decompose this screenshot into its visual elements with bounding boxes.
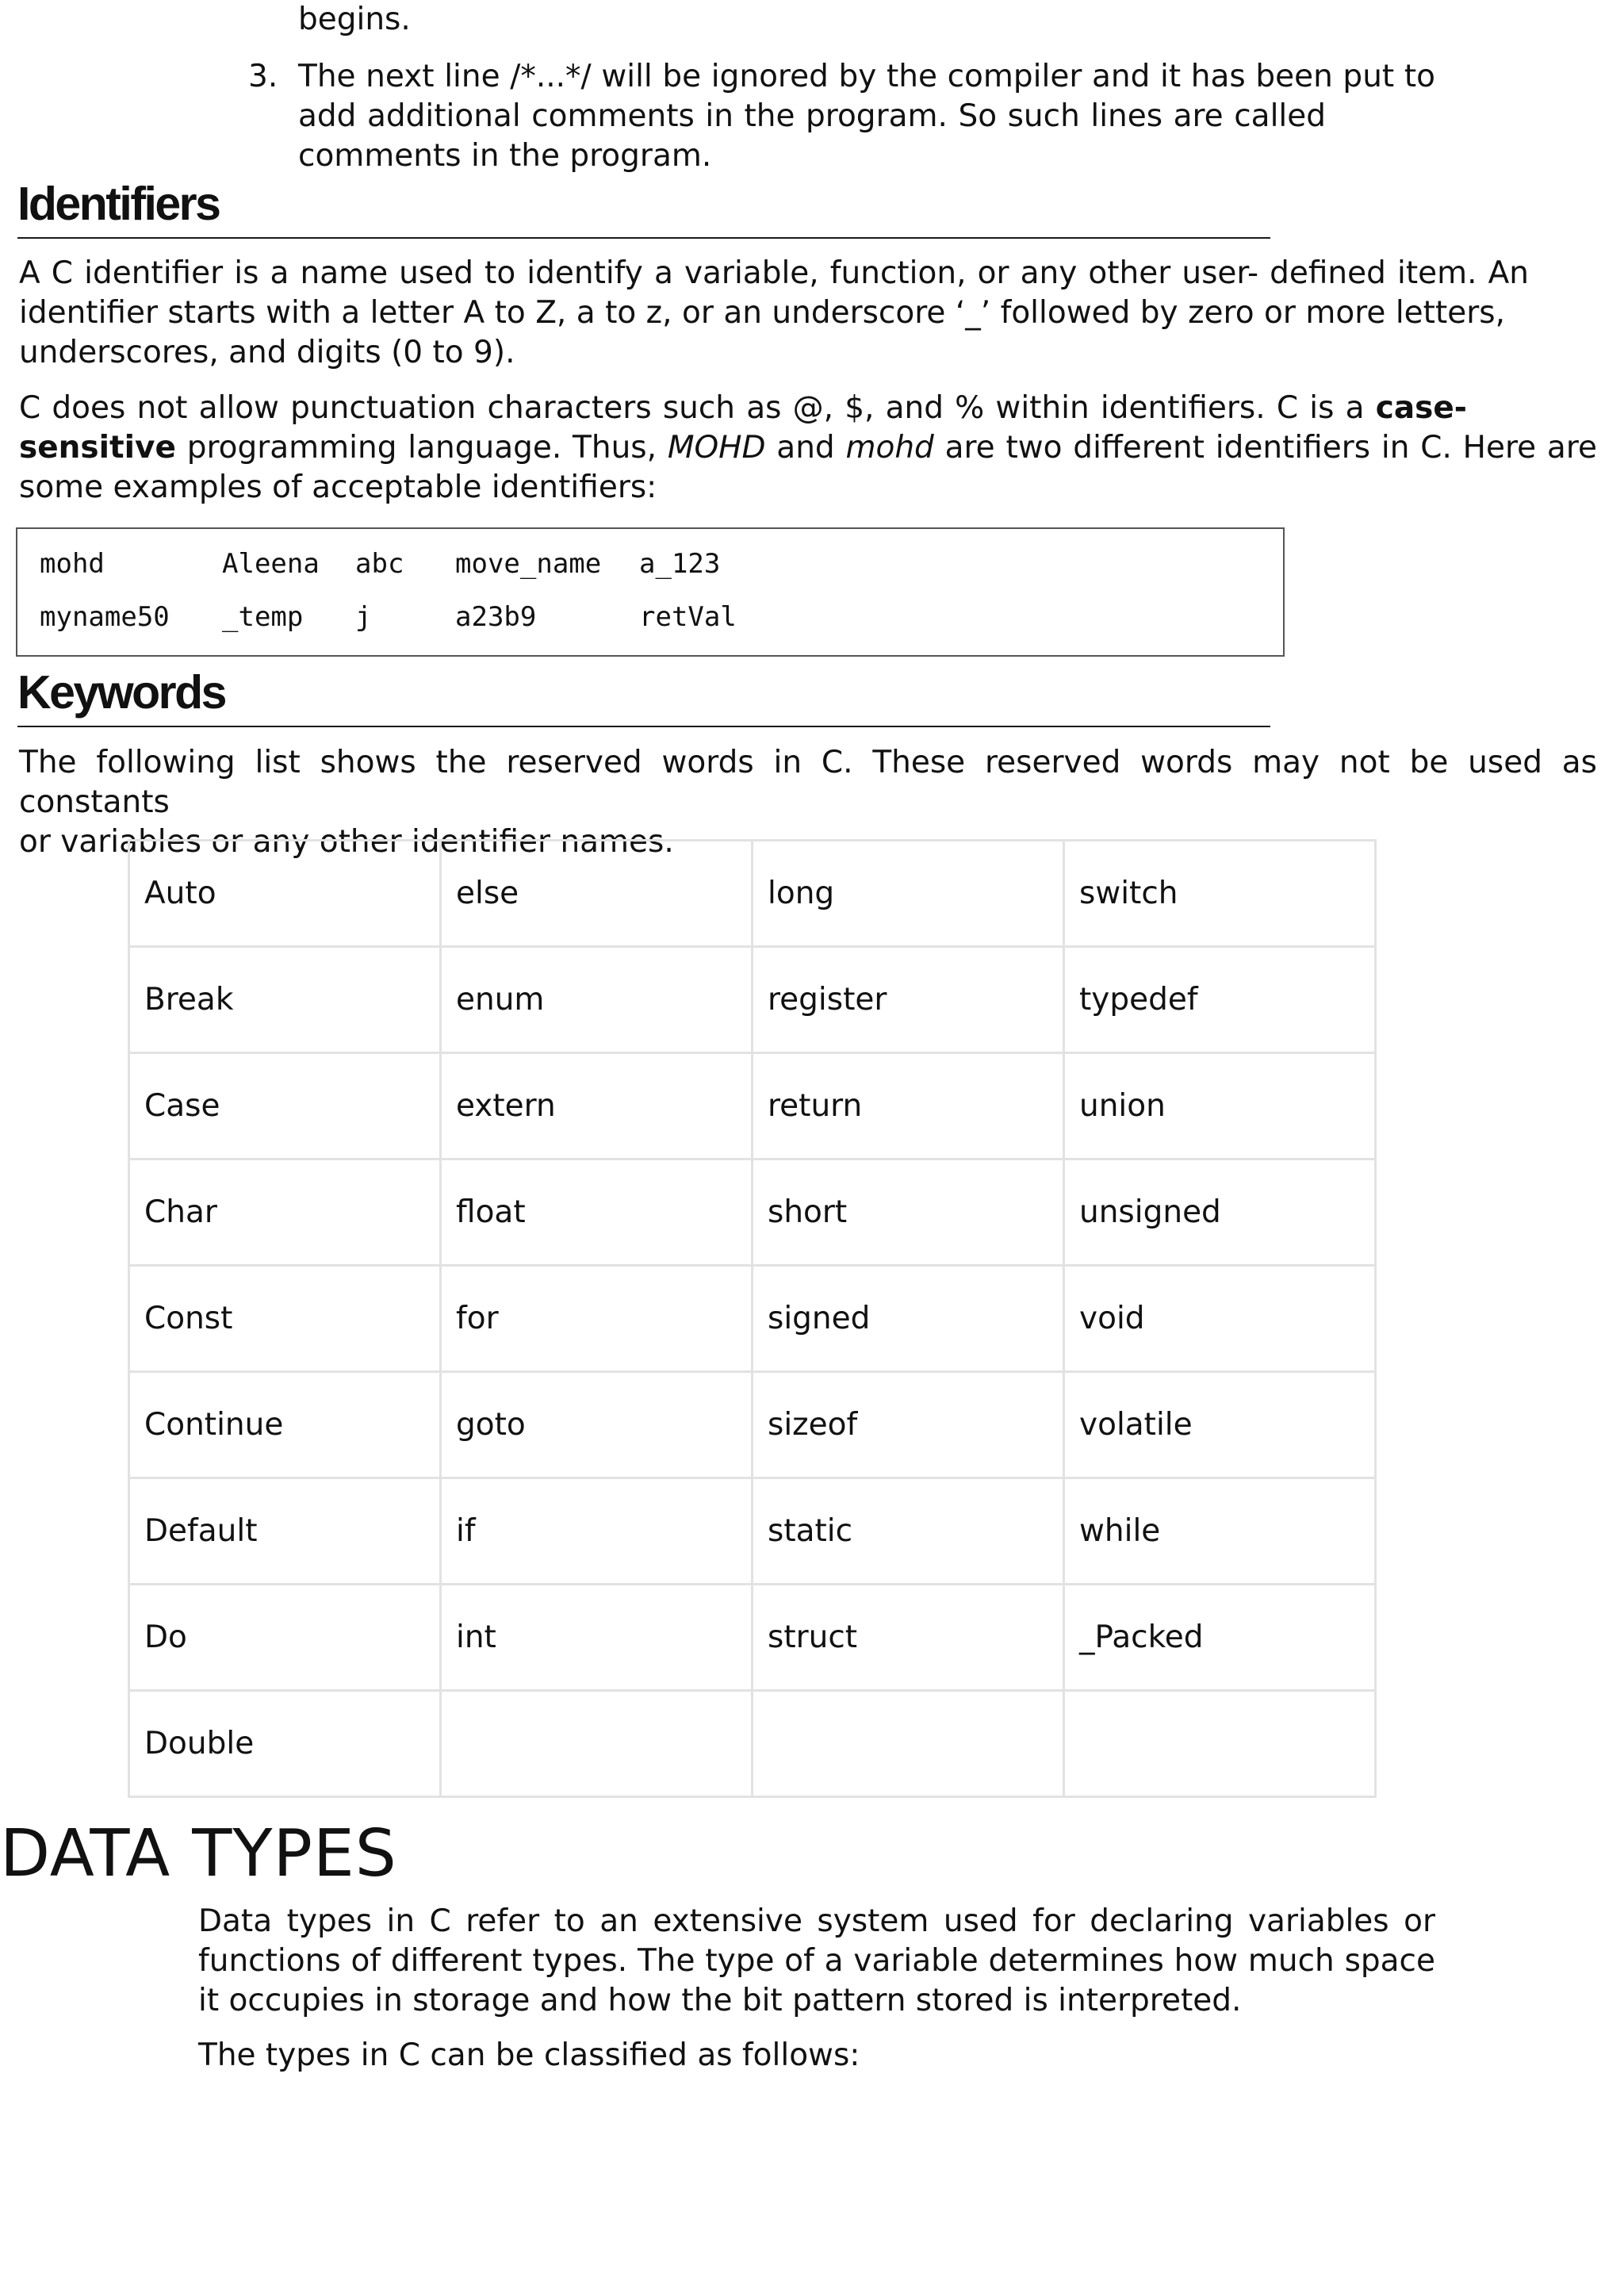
- table-cell: sizeof: [753, 1372, 1064, 1478]
- section-heading-identifiers: Identifiers: [17, 178, 220, 230]
- example-identifier: move_name: [455, 548, 602, 580]
- paragraph-line: it occupies in storage and how the bit pattern stored is interpreted.: [198, 1983, 1242, 2018]
- table-cell: volatile: [1064, 1372, 1376, 1478]
- table-cell: switch: [1064, 841, 1376, 947]
- table-cell: if: [441, 1478, 753, 1585]
- example-identifier: Aleena: [222, 548, 320, 580]
- table-cell: extern: [441, 1053, 753, 1159]
- table-cell: Continue: [129, 1372, 441, 1478]
- table-row: [129, 1585, 1376, 1691]
- table-cell: unsigned: [1064, 1159, 1376, 1266]
- table-cell: void: [1064, 1266, 1376, 1372]
- table-cell: register: [753, 947, 1064, 1053]
- emphasis-italic: mohd: [845, 430, 934, 466]
- example-identifier: myname50: [40, 601, 170, 633]
- table-cell: _Packed: [1064, 1585, 1376, 1691]
- list-item-line: The next line /*...*/ will be ignored by the compiler and it has been put to: [298, 59, 1435, 94]
- table-cell: static: [753, 1478, 1064, 1585]
- list-item-number: 3.: [248, 59, 278, 94]
- table-cell: [1064, 1691, 1376, 1797]
- table-cell: [441, 1691, 753, 1797]
- data-types-paragraph-2: The types in C can be classified as follows:: [198, 2037, 860, 2073]
- paragraph-text: are two different identifiers in C. Here are: [933, 430, 1597, 466]
- heading-rule: [17, 726, 1270, 727]
- example-identifier: j: [355, 601, 372, 633]
- emphasis-bold: case-: [1375, 390, 1467, 426]
- paragraph-line: A C identifier is a name used to identify a variable, function, or any other user- defined item. An: [19, 255, 1529, 291]
- table-cell: long: [753, 841, 1064, 947]
- identifier-examples-box: [16, 527, 1285, 657]
- table-cell: Const: [129, 1266, 441, 1372]
- table-cell: Auto: [129, 841, 441, 947]
- list-continuation-text: begins.: [298, 2, 411, 37]
- paragraph-line: identifier starts with a letter A to Z, a to z, or an underscore ‘_’ followed by zero or more letters,: [19, 295, 1505, 331]
- table-cell: Do: [129, 1585, 441, 1691]
- example-identifier: a23b9: [455, 601, 537, 633]
- heading-rule: [17, 237, 1270, 239]
- table-cell: return: [753, 1053, 1064, 1159]
- identifiers-paragraph-2: [19, 389, 1597, 508]
- emphasis-bold: sensitive: [19, 430, 176, 466]
- table-cell: short: [753, 1159, 1064, 1266]
- paragraph-text: programming language. Thus,: [175, 430, 668, 466]
- paragraph-text: C does not allow punctuation characters such as @, $, and % within identifiers. C is a: [19, 390, 1376, 426]
- table-cell: union: [1064, 1053, 1376, 1159]
- paragraph-text: and: [765, 430, 846, 466]
- table-row: [129, 1159, 1376, 1266]
- keywords-table: [128, 839, 1377, 1798]
- table-row: [129, 947, 1376, 1053]
- section-heading-data-types: DATA TYPES: [0, 1816, 397, 1892]
- paragraph-line: [19, 428, 1597, 468]
- paragraph-line: The following list shows the reserved words in C. These reserved words may not be used as constants: [19, 745, 1597, 820]
- table-cell: else: [441, 841, 753, 947]
- table-cell: Char: [129, 1159, 441, 1266]
- table-cell: signed: [753, 1266, 1064, 1372]
- paragraph-line: or variables or any other identifier names.: [19, 824, 674, 860]
- table-cell: enum: [441, 947, 753, 1053]
- table-cell: typedef: [1064, 947, 1376, 1053]
- table-row: [129, 1053, 1376, 1159]
- table-row: [129, 1372, 1376, 1478]
- table-row: [129, 1266, 1376, 1372]
- table-row: [129, 1691, 1376, 1797]
- table-cell: int: [441, 1585, 753, 1691]
- table-cell: Default: [129, 1478, 441, 1585]
- table-cell: Double: [129, 1691, 441, 1797]
- paragraph-line: functions of different types. The type of a variable determines how much space: [198, 1943, 1435, 1979]
- table-cell: float: [441, 1159, 753, 1266]
- emphasis-italic: MOHD: [667, 430, 766, 466]
- table-row: [129, 1478, 1376, 1585]
- example-identifier: abc: [355, 548, 404, 580]
- table-cell: goto: [441, 1372, 753, 1478]
- paragraph-line: underscores, and digits (0 to 9).: [19, 335, 515, 370]
- example-identifier: a_123: [639, 548, 721, 580]
- data-types-paragraph-1: [198, 1902, 1435, 2021]
- table-cell: struct: [753, 1585, 1064, 1691]
- table-cell: Break: [129, 947, 441, 1053]
- paragraph-line: [19, 389, 1467, 428]
- paragraph-line: Data types in C refer to an extensive system used for declaring variables or: [198, 1903, 1435, 1939]
- example-identifier: _temp: [222, 601, 304, 633]
- table-row: [129, 841, 1376, 947]
- table-cell: for: [441, 1266, 753, 1372]
- list-item-line: comments in the program.: [298, 138, 712, 174]
- list-item-line: add additional comments in the program. So such lines are called: [298, 98, 1326, 134]
- paragraph-line: some examples of acceptable identifiers:: [19, 470, 657, 505]
- identifiers-paragraph-1: [19, 254, 1597, 373]
- list-item-3: [298, 57, 1435, 176]
- table-cell: [753, 1691, 1064, 1797]
- table-cell: while: [1064, 1478, 1376, 1585]
- example-identifier: mohd: [40, 548, 105, 580]
- section-heading-keywords: Keywords: [17, 666, 225, 719]
- table-cell: Case: [129, 1053, 441, 1159]
- example-identifier: retVal: [639, 601, 737, 633]
